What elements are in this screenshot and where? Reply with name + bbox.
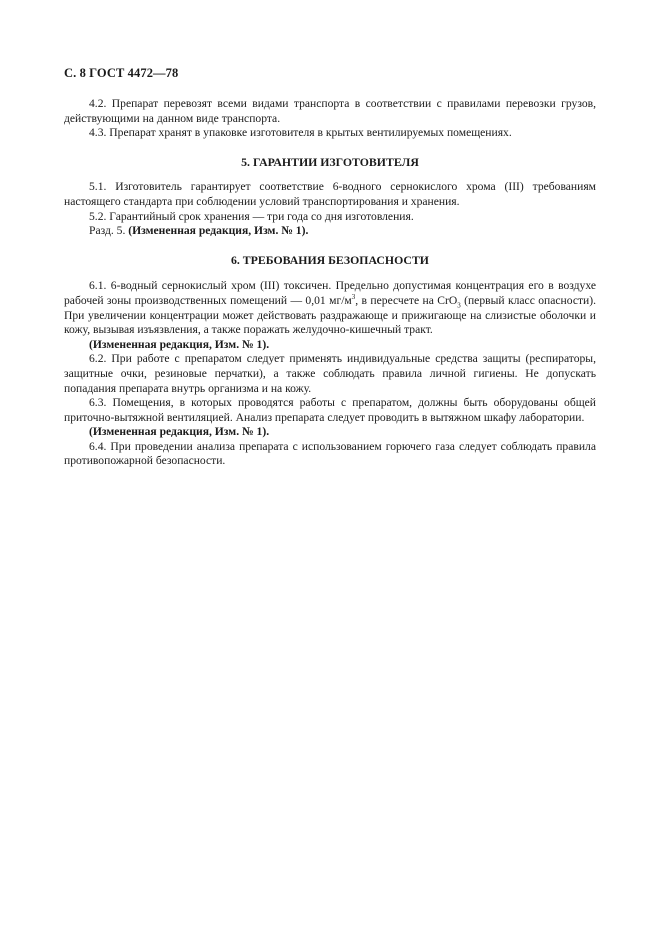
- p61-text-c: (первый класс опасности). При увеличении концентрации может действовать раздражающе и прижигающе на слизистые оболочки и кожу, вызывая изъязвления, а также поражать желудочно-кишечный тракт.: [64, 293, 596, 337]
- p61-superscript: 3: [351, 293, 356, 302]
- amendment-prefix: Разд. 5.: [89, 224, 126, 238]
- document-body: [64, 97, 596, 469]
- section-5-amendment-note: [64, 224, 596, 239]
- paragraph-6-4: 6.4. При проведении анализа препарата с использованием горючего газа следует соблюдать правила противопожарной безопасности.: [64, 439, 596, 468]
- paragraph-4-2: 4.2. Препарат перевозят всеми видами транспорта в соответствии с правилами перевозки грузов, действующими на данном виде транспорта.: [64, 97, 596, 125]
- section-6-1-amendment-note: (Измененная редакция, Изм. № 1).: [89, 337, 270, 351]
- paragraph-4-3: 4.3. Препарат хранят в упаковке изготовителя в крытых вентилируемых помещениях.: [89, 126, 512, 140]
- p61-text-a: 6.1. 6-водный сернокислый хром (III) токсичен. Предельно допустимая концентрация его в воздухе рабочей зоны производственных помещений — 0,01 мг/м: [64, 279, 596, 307]
- section-5-heading: 5. ГАРАНТИИ ИЗГОТОВИТЕЛЯ: [241, 154, 419, 169]
- page-header: С. 8 ГОСТ 4472—78: [64, 66, 179, 80]
- paragraph-6-2: 6.2. При работе с препаратом следует применять индивидуальные средства защиты (респираторы, защитные очки, резиновые перчатки), а также соблюдать правила личной гигиены. Не допускать попадания препарата внутрь организма и на кожу.: [64, 352, 596, 395]
- paragraph-5-1: 5.1. Изготовитель гарантирует соответствие 6-водного сернокислого хрома (III) требованиям настоящего стандарта при соблюдении условий транспортирования и хранения.: [64, 180, 596, 208]
- amendment-label: (Измененная редакция, Изм. № 1).: [128, 224, 309, 238]
- section-6-heading: 6. ТРЕБОВАНИЯ БЕЗОПАСНОСТИ: [230, 252, 429, 267]
- paragraph-5-2: 5.2. Гарантийный срок хранения — три года со дня изготовления.: [89, 209, 414, 223]
- paragraph-6-3: 6.3. Помещения, в которых проводятся работы с препаратом, должны быть оборудованы общей приточно-вытяжной вентиляцией. Анализ препарата следует проводить в вытяжном шкафу лаборатории.: [64, 396, 596, 424]
- section-6-3-amendment-note: (Измененная редакция, Изм. № 1).: [89, 425, 270, 439]
- p61-subscript: 3: [457, 301, 461, 310]
- p61-text-b: , в пересчете на CrO: [355, 293, 458, 307]
- paragraph-6-1: [64, 279, 596, 337]
